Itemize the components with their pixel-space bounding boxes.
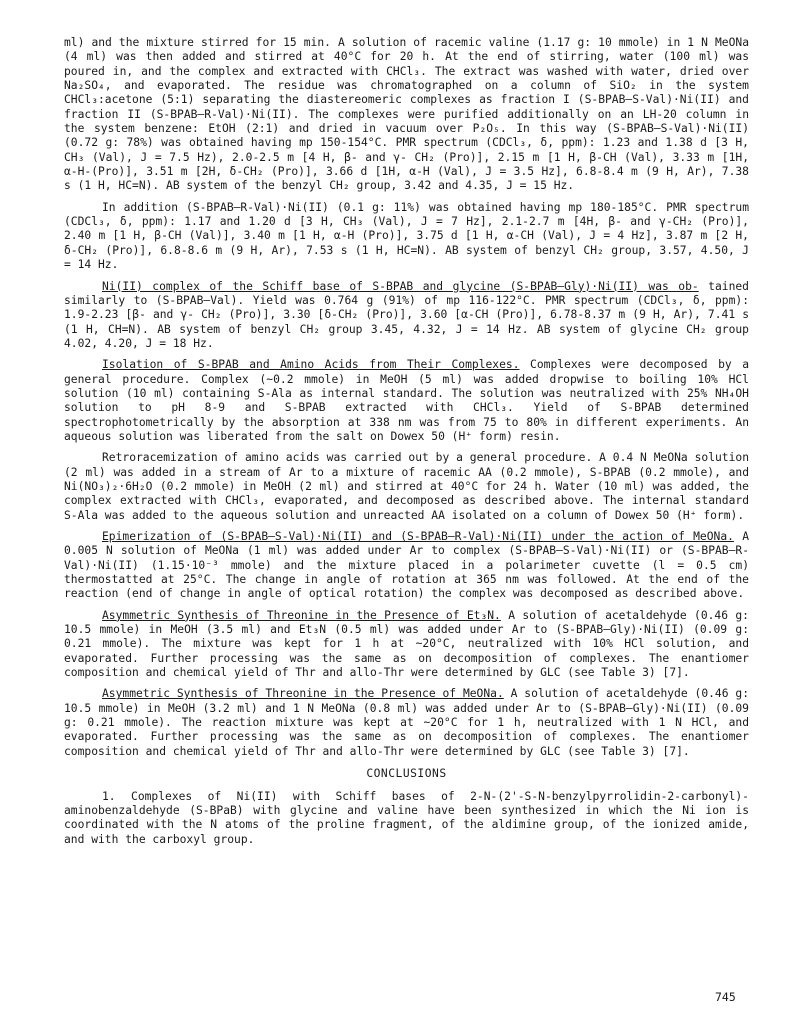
paragraph-retroracemization	[64, 451, 749, 523]
paragraph-isolation	[64, 358, 749, 444]
paragraph-text: A 0.005 N solution of MeONa (1 ml) was added under Ar to complex (S-BPAB—S-Val)·Ni(II) or (S-BPAB—R-Val)·Ni(II) (1.15·10⁻³ mmole) and the mixture placed in a polarimeter cuvette (l = 0.5 cm) thermostatted at 25°C. The change in angle of rotation at 365 nm was followed. At the end of the reaction (end of change in angle of optical rotation) the complex was decomposed as described above.	[64, 530, 750, 601]
paragraph-text: In addition (S-BPAB—R-Val)·Ni(II) (0.1 g: 11%) was obtained having mp 180-185°C. PMR spectrum (CDCl₃, δ, ppm): 1.17 and 1.20 d [3 H, CH₃ (Val), J = 7 Hz], 2.1-2.7 m [4H, β- and γ-CH₂ (Pro)], 2.40 m [1 H, β-CH (Val)], 3.40 m [1 H, α-H (Pro)], 3.75 d [1 H, α-CH (Val), J = 4 Hz], 3.87 m [2 H, δ-CH₂ (Pro)], 6.8-8.6 m (9 H, Ar), 7.53 s (1 H, HC=N). AB system of benzyl CH₂ group, 3.57, 4.50, J = 14 Hz.	[64, 200, 749, 272]
paragraph-valine-complex	[64, 36, 749, 194]
paragraph-epimerization	[64, 530, 749, 602]
paragraph-glycine-complex	[64, 280, 749, 352]
paragraph-lead-heading: Asymmetric Synthesis of Threonine in the Presence of MeONa.	[102, 687, 504, 701]
paragraph-lead-heading: Asymmetric Synthesis of Threonine in the Presence of Et₃N.	[102, 608, 501, 622]
paragraph-text: Retroracemization of amino acids was carried out by a general procedure. A 0.4 N MeONa solution (2 ml) was added in a stream of Ar to a mixture of racemic AA (0.2 mmole), S-BPAB (0.2 mmole), and Ni(NO₃)₂·6H₂O (0.2 mmole) in MeOH (2 ml) and stirred at 40°C for 24 h. Water (10 ml) was added, the complex extracted with CHCl₃, evaporated, and decomposed as described above. The internal standard S-Ala was added to the aqueous solution and unreacted AA isolated on a column of Dowex 50 (H⁺ form).	[64, 451, 749, 522]
paragraph-text: 1. Complexes of Ni(II) with Schiff bases of 2-N-(2'-S-N-benzylpyrrolidin-2-carbonyl)-aminobenzaldehyde (S-BPaB) with glycine and valine have been synthesized in which the Ni ion is coordinated with the N atoms of the proline fragment, of the aldimine group, of the ionized amide, and with the carboxyl group.	[64, 789, 749, 846]
paragraph-lead-heading: Ni(II) complex of the Schiff base of S-BPAB and glycine (S-BPAB—Gly)·Ni(II) was ob-	[102, 279, 699, 293]
paragraph-text: tained similarly to (S-BPAB—Val). Yield was 0.764 g (91%) of mp 116-122°C. PMR spectrum (CDCl₃, δ, ppm): 1.9-2.23 [β- and γ- CH₂ (Pro)], 3.30 [δ-CH₂ (Pro)], 3.60 [α-CH (Pro)], 6.78-8.37 m (9 H, Ar), 7.41 s (1 H, CH=N). AB system of benzyl CH₂ group 3.45, 4.32, J = 14 Hz. AB system of glycine CH₂ group 4.02, 4.20, J = 18 Hz.	[64, 279, 749, 350]
paragraph-threonine-meona	[64, 687, 749, 759]
paragraph-text: A solution of acetaldehyde (0.46 g: 10.5 mmole) in MeOH (3.2 ml) and 1 N MeONa (0.8 ml) was added under Ar to (S-BPAB—Gly)·Ni(II) (0.09 g: 0.21 mmole). The reaction mixture was kept at ~20°C for 1 h, neutralized with 1 N HCl, and evaporated. Further processing was the same as on decomposition of complexes. The enantiomer composition and chemical yield of Thr and allo-Thr were determined by GLC (see Table 3) [7].	[64, 687, 749, 758]
paragraph-r-val-complex	[64, 201, 749, 273]
body-text	[64, 36, 749, 854]
paragraph-lead-heading: Epimerization of (S-BPAB—S-Val)·Ni(II) and (S-BPAB—R-Val)·Ni(II) under the action of MeONa.	[102, 530, 734, 543]
conclusion-item	[64, 790, 749, 847]
paragraph-text: A solution of acetaldehyde (0.46 g: 10.5 mmole) in MeOH (3.5 ml) and Et₃N (0.5 ml) was added under Ar to (S-BPAB—Gly)·Ni(II) (0.09 g: 0.21 mmole). The mixture was kept for 1 h at ~20°C, neutralized with 10% HCl solution, and evaporated. Further processing was the same as on decomposition of complexes. The enantiomer composition and chemical yield of Thr and allo-Thr were determined by GLC (see Table 3) [7].	[64, 608, 749, 680]
section-heading: CONCLUSIONS	[366, 767, 447, 781]
paragraph-text: ml) and the mixture stirred for 15 min. A solution of racemic valine (1.17 g: 10 mmole) in 1 N MeONa (4 ml) was then added and stirred at 40°C for 20 h. At the end of stirring, water (100 ml) was poured in, and the complex and extracted with CHCl₃. The extract was washed with water, dried over Na₂SO₄, and evaporated. The residue was chromatographed on a column of SiO₂ in the system CHCl₃:acetone (5:1) separating the diastereomeric complexes as fraction I (S-BPAB—S-Val)·Ni(II) and fraction II (S-BPAB—R-Val)·Ni(II). The complexes were purified additionally on an LH-20 column in the system benzene: EtOH (2:1) and dried in vacuum over P₂O₅. In this way (S-BPAB—S-Val)·Ni(II) (0.72 g: 78%) was obtained having mp 150-154°C. PMR spectrum (CDCl₃, δ, ppm): 1.23 and 1.38 d [3 H, CH₃ (Val), J = 7.5 Hz), 2.0-2.5 m [4 H, β- and γ- CH₂ (Pro)], 2.15 m [1 H, β-CH (Val), 3.33 m [1H, α-H-(Pro)], 3.51 m [2H, δ-CH₂ (Pro)], 3.66 d [1H, α-H (Val), J = 3.5 Hz], 6.8-8.4 m (9 H, Ar), 7.38 s (1 H, HC=N). AB system of the benzyl CH₂ group, 3.42 and 4.35, J = 15 Hz.	[64, 36, 749, 193]
paragraph-threonine-et3n	[64, 609, 749, 681]
paragraph-text: Complexes were decomposed by a general procedure. Complex (~0.2 mmole) in MeOH (5 ml) was added dropwise to boiling 10% HCl solution (10 ml) containing S-Ala as internal standard. The solution was neutralized with 25% NH₄OH solution to pH 8-9 and S-BPAB extracted with CHCl₃. Yield of S-BPAB determined spectrophotometrically by the absorption at 338 nm was from 75 to 80% in different experiments. An aqueous solution was liberated from the salt on Dowex 50 (H⁺ form) resin.	[64, 358, 749, 443]
paragraph-lead-heading: Isolation of S-BPAB and Amino Acids from Their Complexes.	[102, 358, 520, 372]
page-number: 745	[715, 990, 736, 1004]
